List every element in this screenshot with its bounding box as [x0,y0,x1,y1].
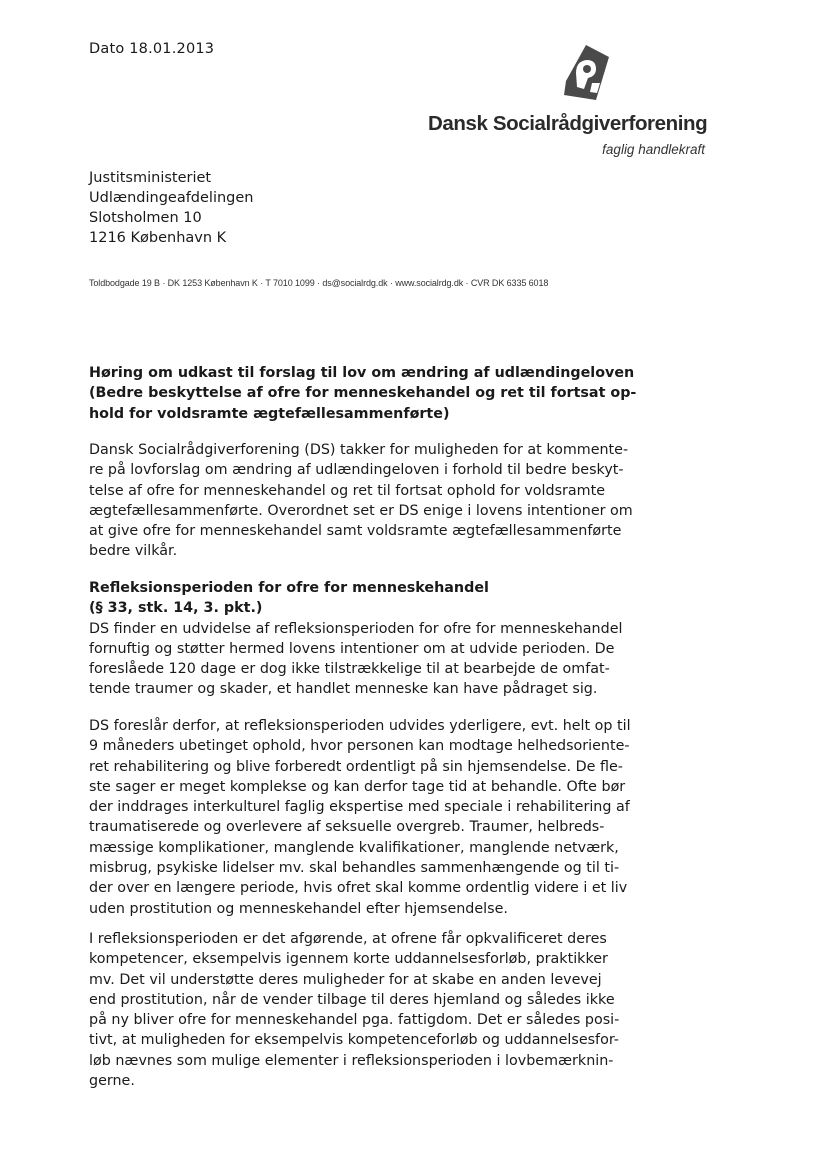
paragraph-line: gerne. [89,1073,135,1090]
address-line: Slotsholmen 10 [89,210,202,226]
subject-line: (Bedre beskyttelse af ofre for menneskehandel og ret til fortsat op- [89,385,637,402]
address-line: Udlændingeafdelingen [89,190,254,206]
paragraph-line: bedre vilkår. [89,543,178,560]
organization-name: Dansk Socialrådgiverforening [428,112,708,135]
paragraph-line: på ny bliver ofre for menneskehandel pga. fattigdom. Det er således posi- [89,1012,620,1029]
section-heading-line: Refleksionsperioden for ofre for menneskehandel [89,580,489,596]
document-date: Dato 18.01.2013 [89,41,215,57]
paragraph-line: Dansk Socialrådgiverforening (DS) takker for muligheden for at kommente- [89,442,629,458]
paragraph-line: mv. Det vil understøtte deres muligheder for at skabe en anden levevej [89,971,602,988]
paragraph-line: 9 måneders ubetinget ophold, hvor personen kan modtage helhedsoriente- [89,738,630,755]
subject-heading [89,363,636,424]
paragraph-line: uden prostitution og menneskehandel efter hjemsendelse. [89,900,508,917]
paragraph-line: traumatiserede og overlevere af seksuelle overgreb. Traumer, helbreds- [89,819,605,836]
address-line: Justitsministeriet [89,170,212,186]
paragraph-line: fornuftig og støtter hermed lovens intentioner om at udvide perioden. De [89,640,615,657]
section-paragraph-1 [89,619,622,700]
section-paragraph-3 [89,929,619,1091]
organization-tagline: faglig handlekraft [602,142,705,157]
paragraph-line: foreslåede 120 dage er dog ikke tilstrækkelige til at bearbejde de omfat- [89,661,610,678]
paragraph-line: løb nævnes som mulige elementer i refleksionsperioden i lovbemærknin- [89,1052,614,1069]
paragraph-line: der over en længere periode, hvis ofret skal komme ordentlig videre i et liv [89,880,628,897]
address-line: 1216 København K [89,230,227,246]
section-paragraph-2 [89,716,631,919]
paragraph-line: kompetencer, eksempelvis igennem korte uddannelsesforløb, praktikker [89,951,608,968]
paragraph-line: tende traumer og skader, et handlet menneske kan have pådraget sig. [89,681,598,698]
paragraph-line: telse af ofre for menneskehandel og ret til fortsat ophold for voldsramte [89,482,606,499]
paragraph-line: ægtefællesammenførte. Overordnet set er DS enige i lovens intentioner om [89,502,633,519]
paragraph-line: DS foreslår derfor, at refleksionsperioden udvides yderligere, evt. helt op til [89,718,631,734]
paragraph-line: der inddrages interkulturel faglig ekspertise med speciale i rehabilitering af [89,799,630,816]
section-heading-line: (§ 33, stk. 14, 3. pkt.) [89,600,263,617]
section-reflection [89,578,622,700]
subject-line: Høring om udkast til forslag til lov om ændring af udlændingeloven [89,365,635,381]
recipient-address [89,168,254,248]
paragraph-line: ste sager er meget komplekse og kan derfor tage tid at behandle. Ofte bør [89,778,626,795]
contact-line: Toldbodgade 19 B · DK 1253 København K · T 7010 1099 · ds@socialrdg.dk · www.socialrdg.dk · CVR DK 6335 6018 [89,278,549,288]
paragraph-line: end prostitution, når de vender tilbage til deres hjemland og således ikke [89,991,615,1008]
intro-paragraph [89,440,633,562]
paragraph-line: tivt, at muligheden for eksempelvis kompetenceforløb og uddannelsesfor- [89,1032,619,1049]
paragraph-line: re på lovforslag om ændring af udlændingeloven i forhold til bedre beskyt- [89,462,624,479]
paragraph-line: at give ofre for menneskehandel samt voldsramte ægtefællesammenførte [89,523,622,540]
paragraph-line: I refleksionsperioden er det afgørende, at ofrene får opkvalificeret deres [89,931,607,947]
paragraph-line: misbrug, psykiske lidelser mv. skal behandles sammenhængende og til ti- [89,860,620,877]
paragraph-line: mæssige komplikationer, manglende kvalifikationer, manglende netværk, [89,839,619,856]
section-heading [89,578,622,619]
logo-icon [562,43,612,101]
paragraph-line: ret rehabilitering og blive forberedt ordentligt på sin hjemsendelse. De fle- [89,758,623,775]
paragraph-line: DS finder en udvidelse af refleksionsperioden for ofre for menneskehandel [89,620,623,637]
subject-line: hold for voldsramte ægtefællesammenførte) [89,405,450,422]
